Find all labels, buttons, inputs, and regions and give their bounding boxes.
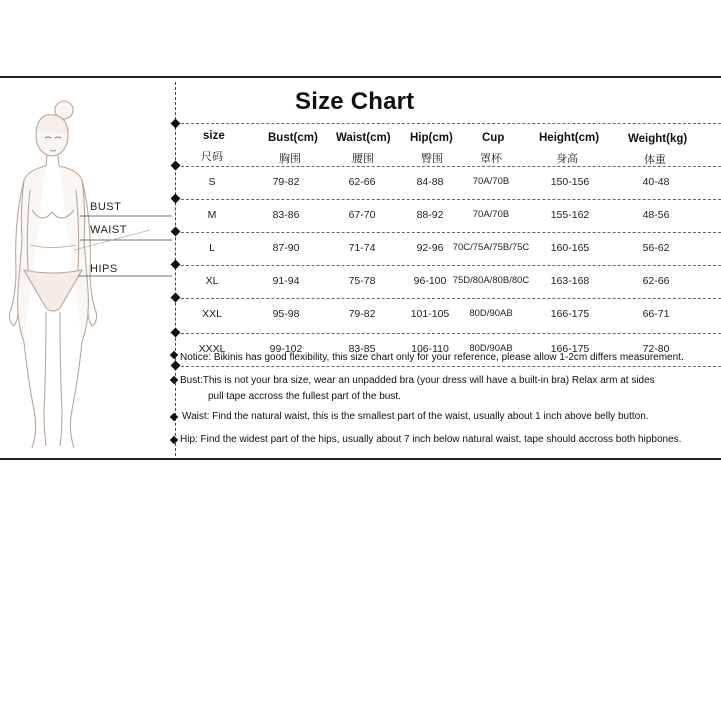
size-table: [176, 123, 721, 367]
table-cell: 66-71: [642, 308, 670, 320]
col-cup-header-cn: 罩杯: [480, 153, 502, 165]
table-cell: L: [209, 242, 215, 254]
table-row: [176, 266, 721, 299]
table-cell: 166-175: [550, 308, 590, 320]
table-cell: 92-96: [416, 242, 444, 254]
col-height-header: Height(cm): [539, 132, 600, 144]
col-weight-header: Weight(kg): [628, 133, 688, 145]
table-cell: 95-98: [272, 308, 300, 320]
table-cell: 70A/70B: [472, 176, 510, 187]
bottom-border: [0, 458, 721, 460]
col-hip-header-cn: 臀围: [421, 153, 443, 165]
table-header: [176, 123, 721, 167]
col-height-header-cn: 身高: [556, 153, 578, 165]
table-cell: 70A/70B: [472, 209, 510, 220]
table-cell: 91-94: [272, 275, 300, 287]
hips-label: HIPS: [90, 263, 118, 275]
table-cell: 150-156: [550, 176, 590, 188]
table-cell: 79-82: [272, 176, 300, 188]
bust-note-line2: pull tape accross the fullest part of the bust.: [208, 391, 401, 402]
diamond-marker: [171, 361, 181, 371]
diamond-marker: [171, 119, 181, 129]
hip-note: Hip: Find the widest part of the hips, usually about 7 inch below natural waist, tape should accross both hipbones.: [180, 434, 682, 445]
table-row: [176, 200, 721, 233]
waist-label: WAIST: [90, 224, 127, 236]
table-cell: 80D/90AB: [469, 343, 513, 354]
table-cell: 56-62: [642, 242, 670, 254]
col-size-header: size: [203, 130, 225, 142]
table-cell: 48-56: [642, 209, 670, 221]
table-cell: 163-168: [550, 275, 590, 287]
table-cell: M: [207, 209, 217, 221]
table-cell: 88-92: [416, 209, 444, 221]
col-waist-header-cn: 腰围: [352, 153, 374, 165]
bust-note-line1: Bust:This is not your bra size, wear an unpadded bra (your dress will have a built-in bra) Relax arm at sides: [180, 375, 655, 386]
table-row: [176, 167, 721, 200]
page-title: Size Chart: [295, 88, 415, 115]
bust-label: BUST: [90, 201, 122, 213]
table-cell: S: [208, 176, 216, 188]
table-cell: 87-90: [272, 242, 300, 254]
table-cell: 72-80: [642, 343, 670, 355]
table-cell: 160-165: [550, 242, 590, 254]
table-cell: 83-86: [272, 209, 300, 221]
table-cell: 96-100: [413, 275, 447, 287]
table-cell: 62-66: [348, 176, 376, 188]
table-cell: 75D/80A/80B/80C: [452, 275, 530, 286]
table-cell: 70C/75A/75B/75C: [452, 242, 530, 253]
table-cell: 71-74: [348, 242, 376, 254]
table-body: [176, 167, 721, 367]
table-cell: 166-175: [550, 343, 590, 355]
table-cell: 40-48: [642, 176, 670, 188]
col-cup-header: Cup: [482, 132, 505, 144]
table-cell: XXXL: [198, 343, 226, 355]
table-cell: 79-82: [348, 308, 376, 320]
table-row: [176, 299, 721, 334]
table-row: [176, 233, 721, 266]
col-waist-header: Waist(cm): [336, 132, 391, 144]
top-border: [0, 76, 721, 78]
table-cell: 99-102: [269, 343, 303, 355]
waist-note: Waist: Find the natural waist, this is the smallest part of the waist, usually about 1 inch above belly button.: [182, 411, 649, 422]
col-bust-header: Bust(cm): [268, 132, 318, 144]
col-hip-header: Hip(cm): [410, 132, 453, 144]
table-cell: XL: [205, 275, 219, 287]
table-cell: 84-88: [416, 176, 444, 188]
table-cell: 106-110: [411, 343, 449, 355]
body-figure-illustration: [0, 80, 172, 456]
notice-text: Notice: Bikinis has good flexibility, this size chart only for your reference, please allow 1-2cm differs measurement.: [180, 352, 684, 363]
col-weight-header-cn: 体重: [644, 154, 666, 166]
table-cell: 67-70: [348, 209, 376, 221]
table-cell: 155-162: [550, 209, 590, 221]
table-cell: XXL: [202, 308, 222, 320]
col-size-header-cn: 尺码: [201, 151, 223, 163]
table-cell: 75-78: [348, 275, 376, 287]
table-cell: 80D/90AB: [469, 308, 513, 319]
col-bust-header-cn: 胸围: [279, 153, 301, 165]
table-cell: 83-85: [348, 343, 376, 355]
table-cell: 101-105: [410, 308, 450, 320]
table-cell: 62-66: [642, 275, 670, 287]
